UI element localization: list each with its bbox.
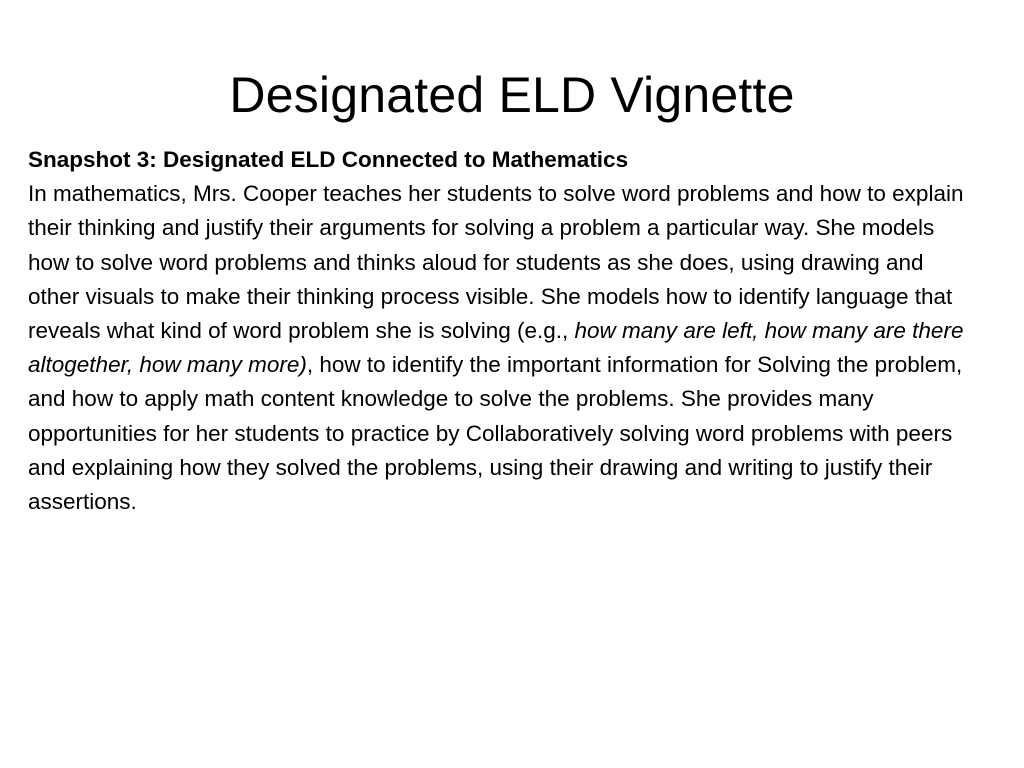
paragraph-text-part1: In mathematics, Mrs. Cooper teaches her students to solve word problems and how to explain their thinking and justify their arguments for solving a problem a particular way. She models how to solve word problems and thinks aloud for students as she does, using drawing and other visuals to make their thinking process visible. She models how to identify language that reveals what kind of word problem she is solving (e.g., bbox=[28, 181, 964, 344]
snapshot-subheading: Snapshot 3: Designated ELD Connected to Mathematics bbox=[28, 147, 629, 172]
paragraph-text-part2: , how to identify the important information for Solving the problem, and how to apply math content knowledge to solve the problems. She provides many opportunities for her students to practice by Collaboratively solving word problems with peers and explaining how they solved the problems, using their drawing and writing to justify their assertions. bbox=[28, 352, 963, 515]
paragraph-examples: how many are left, how many are there altogether, how many more) bbox=[28, 318, 964, 378]
slide-title: Designated ELD Vignette bbox=[229, 67, 795, 123]
vignette-body bbox=[28, 143, 968, 519]
